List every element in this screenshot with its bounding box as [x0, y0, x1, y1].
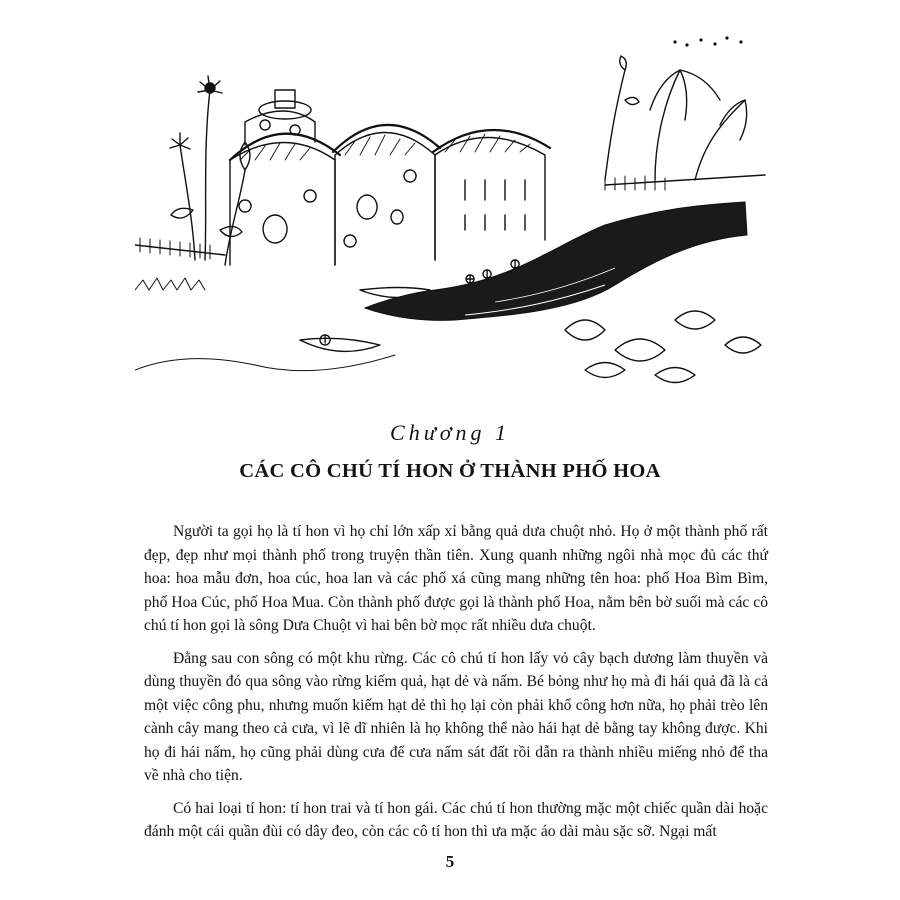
- flower-town-illustration: [135, 30, 775, 385]
- page-number: 5: [445, 852, 455, 871]
- body-text: [144, 520, 768, 853]
- chapter-label: Chương 1: [390, 420, 510, 445]
- chapter-title: CÁC CÔ CHÚ TÍ HON Ở THÀNH PHỐ HOA: [239, 460, 661, 482]
- paragraph: Đằng sau con sông có một khu rừng. Các cô chú tí hon lấy vỏ cây bạch dương làm thuyền và dùng thuyền đó qua sông vào rừng kiếm quả, hạt dẻ và nấm. Bé bỏng như họ mà đi hái quả đã là cả một việc công phu, nhưng muốn kiếm hạt dẻ thì họ lại còn phải khổ công hơn nữa, họ phải trèo lên cành cây mang theo cả cưa, vì lẽ dĩ nhiên là họ không thể nào hái hạt dẻ bằng tay không được. Khi họ đi hái nấm, họ cũng phải dùng cưa để cưa nấm sát đất rồi dẫn ra thành nhiều miếng nhỏ để tha về nhà cho tiện.: [144, 649, 768, 784]
- paragraph: Có hai loại tí hon: tí hon trai và tí hon gái. Các chú tí hon thường mặc một chiếc quần dài hoặc đánh một cái quần đùi có dây đeo, còn các cô tí hon thì ưa mặc áo dài màu sặc sỡ. Ngại mất: [144, 799, 768, 840]
- paragraph: Người ta gọi họ là tí hon vì họ chỉ lớn xấp xỉ bằng quả dưa chuột nhỏ. Họ ở một thành phố rất đẹp, đẹp như mọi thành phố trong truyện thần tiên. Xung quanh những ngôi nhà mọc đủ các thứ hoa: hoa mẫu đơn, hoa cúc, hoa lan và các phố xá cũng mang những tên hoa: phố Hoa Bìm Bìm, phố Hoa Cúc, phố Hoa Mua. Còn thành phố được gọi là thành phố Hoa, nằm bên bờ suối mà các cô chú tí hon gọi là sông Dưa Chuột vì hai bên bờ mọc rất nhiều dưa chuột.: [144, 523, 768, 634]
